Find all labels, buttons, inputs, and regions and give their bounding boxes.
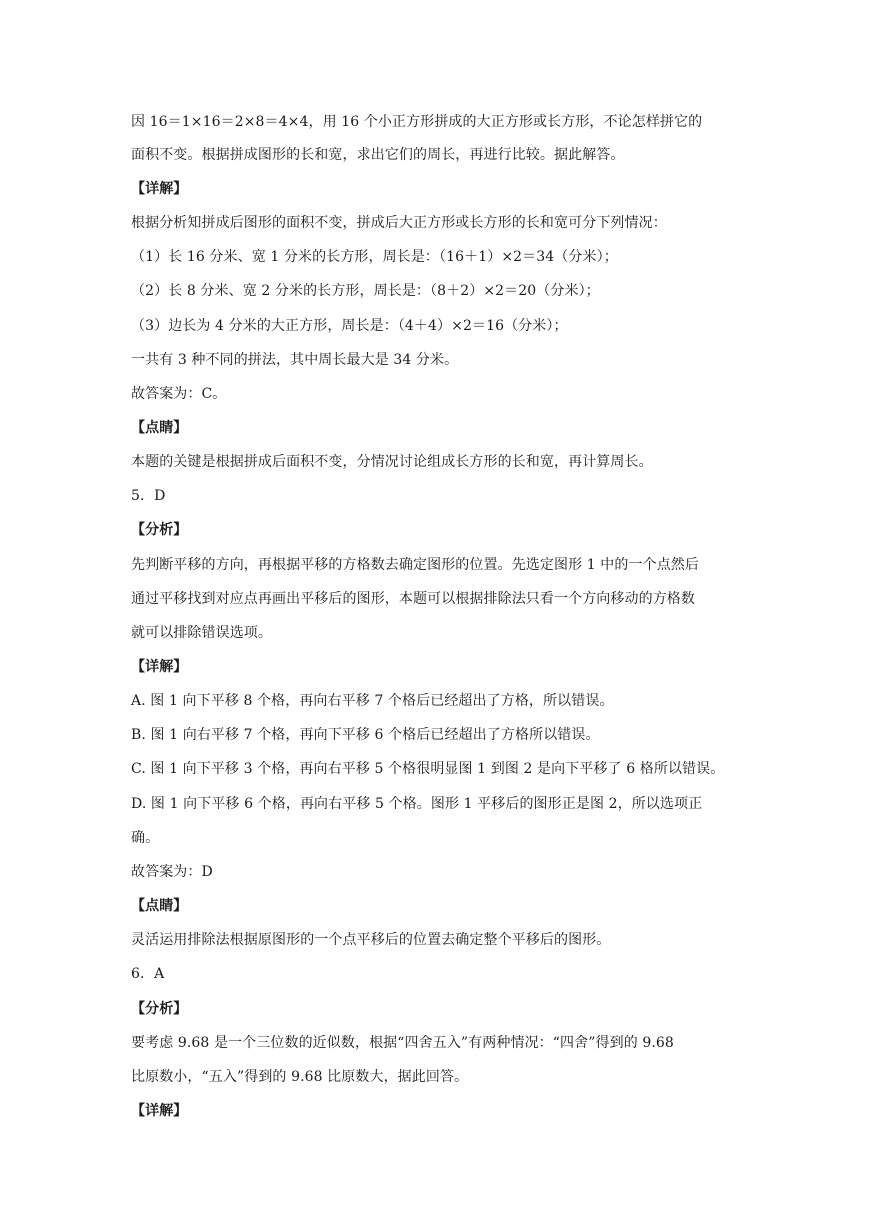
section-heading-comment: 【点睛】 <box>131 420 188 436</box>
paragraph-line: 比原数小，“五入”得到的 9.68 比原数大，据此回答。 <box>131 1069 469 1085</box>
paragraph-line: 要考虑 9.68 是一个三位数的近似数，根据“四舍五入”有两种情况：“四舍”得到的 9.68 <box>131 1035 674 1051</box>
section-heading-detail: 【详解】 <box>131 1103 188 1119</box>
paragraph-line: 面积不变。根据拼成图形的长和宽，求出它们的周长，再进行比较。据此解答。 <box>131 147 625 163</box>
paragraph-line: （2）长 8 分米、宽 2 分米的长方形，周长是：（8＋2）×2＝20（分米）； <box>131 283 600 299</box>
paragraph-line: 灵活运用排除法根据原图形的一个点平移后的位置去确定整个平移后的图形。 <box>131 932 611 948</box>
paragraph-line: 先判断平移的方向，再根据平移的方格数去确定图形的位置。先选定图形 1 中的一个点然后 <box>131 557 700 573</box>
section-heading-analysis: 【分析】 <box>131 522 188 538</box>
paragraph-line: 因 16＝1×16＝2×8＝4×4，用 16 个小正方形拼成的大正方形或长方形，不论怎样拼它的 <box>131 114 703 130</box>
question-number: 6．A <box>131 966 165 982</box>
section-heading-comment: 【点睛】 <box>131 898 188 914</box>
option-line: A. 图 1 向下平移 8 个格，再向右平移 7 个格后已经超出了方格，所以错误。 <box>131 693 614 709</box>
answer-line: 故答案为：C。 <box>131 386 227 402</box>
question-number: 5．D <box>131 488 166 504</box>
paragraph-line: 根据分析知拼成后图形的面积不变，拼成后大正方形或长方形的长和宽可分下列情况： <box>131 215 667 231</box>
section-heading-detail: 【详解】 <box>131 659 188 675</box>
section-heading-analysis: 【分析】 <box>131 1001 188 1017</box>
option-line: C. 图 1 向下平移 3 个格，再向右平移 5 个格很明显图 1 到图 2 是向下平移了 6 格所以错误。 <box>131 761 725 777</box>
paragraph-line: 就可以排除错误选项。 <box>131 625 272 641</box>
paragraph-line: （3）边长为 4 分米的大正方形，周长是：（4＋4）×2＝16（分米）； <box>131 318 568 334</box>
section-heading-detail: 【详解】 <box>131 181 188 197</box>
option-line: D. 图 1 向下平移 6 个格，再向右平移 5 个格。图形 1 平移后的图形正是图 2，所以选项正 <box>131 796 703 812</box>
paragraph-line: 本题的关键是根据拼成后面积不变，分情况讨论组成长方形的长和宽，再计算周长。 <box>131 454 653 470</box>
answer-line: 故答案为：D <box>131 864 213 880</box>
paragraph-line: 通过平移找到对应点再画出平移后的图形，本题可以根据排除法只看一个方向移动的方格数 <box>131 591 695 607</box>
paragraph-line: （1）长 16 分米、宽 1 分米的长方形，周长是：（16＋1）×2＝34（分米）； <box>131 249 618 265</box>
option-line: B. 图 1 向右平移 7 个格，再向下平移 6 个格后已经超出了方格所以错误。 <box>131 727 600 743</box>
paragraph-line: 一共有 3 种不同的拼法，其中周长最大是 34 分米。 <box>131 352 459 368</box>
paragraph-line: 确。 <box>131 830 160 846</box>
